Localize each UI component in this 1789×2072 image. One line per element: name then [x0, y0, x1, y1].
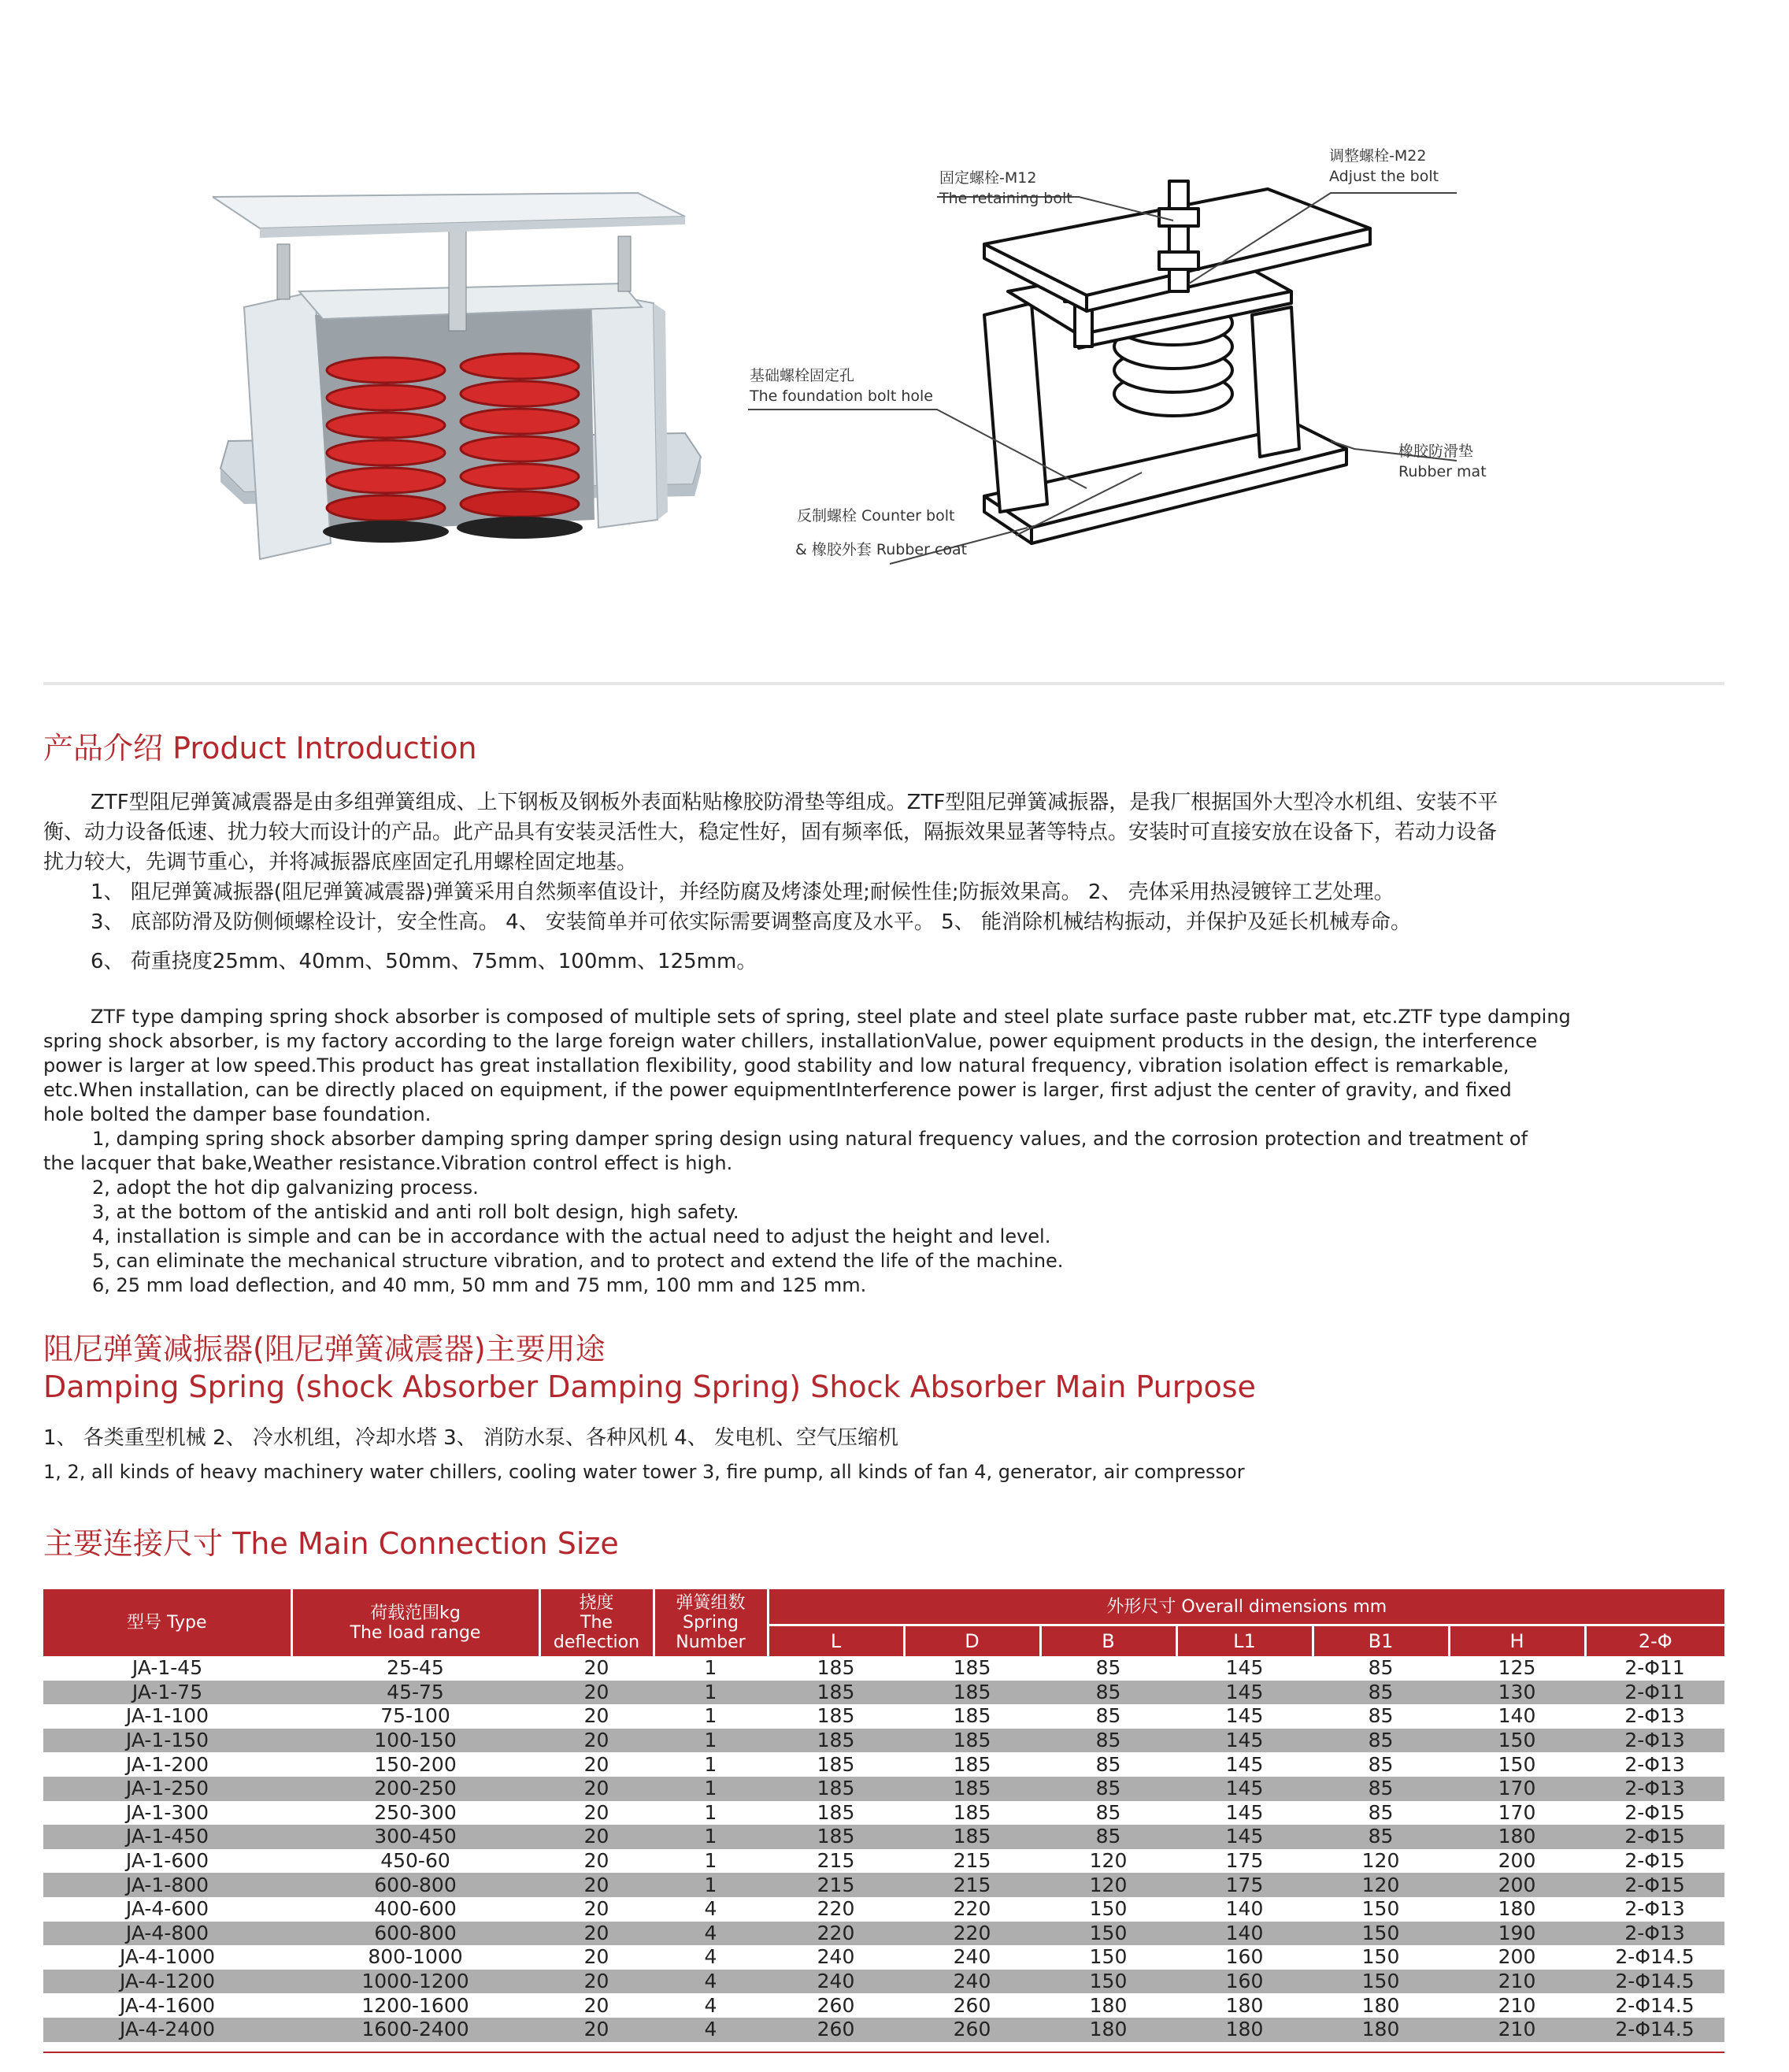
- table-cell: 4: [654, 1993, 768, 2018]
- table-cell: 300-450: [291, 1825, 539, 1849]
- callout-counter-bolt: 反制螺栓 Counter bolt: [797, 507, 955, 524]
- callout-foundation-hole: [750, 365, 933, 406]
- intro-cn-line: 扰力较大，先调节重心，并将减振器底座固定孔用螺栓固定地基。: [43, 851, 638, 874]
- col-header-defl-en2: deflection: [553, 1633, 640, 1652]
- table-cell: 2-Φ13: [1585, 1922, 1724, 1946]
- col-header-L: L: [768, 1625, 904, 1657]
- table-row: [43, 1922, 1724, 1946]
- table-cell: 20: [539, 1873, 654, 1897]
- table-cell: 240: [904, 1970, 1040, 1994]
- table-cell: 20: [539, 1801, 654, 1826]
- table-cell: 85: [1313, 1777, 1449, 1801]
- col-header-load-en: The load range: [350, 1622, 481, 1643]
- table-cell: 145: [1176, 1752, 1313, 1777]
- callout-foundation-cn: 基础螺栓固定孔: [750, 367, 855, 384]
- table-cell: 1: [654, 1704, 768, 1729]
- table-row: [43, 1777, 1724, 1801]
- table-row: [43, 1681, 1724, 1705]
- table-cell: 1: [654, 1873, 768, 1897]
- table-row: [43, 1656, 1724, 1681]
- table-cell: 120: [1313, 1849, 1449, 1874]
- table-cell: 1: [654, 1825, 768, 1849]
- table-row: [43, 2018, 1724, 2042]
- table-cell: 120: [1040, 1873, 1176, 1897]
- table-cell: 2-Φ15: [1585, 1849, 1724, 1874]
- col-header-defl-en1: The: [580, 1613, 613, 1633]
- table-cell: 85: [1040, 1704, 1176, 1729]
- table-cell: 185: [904, 1704, 1040, 1729]
- col-header-spring: [654, 1589, 768, 1656]
- table-cell: 20: [539, 1704, 654, 1729]
- table-cell: 4: [654, 1945, 768, 1970]
- table-cell: JA-1-45: [43, 1656, 291, 1681]
- table-cell: 20: [539, 1729, 654, 1753]
- table-cell: 1: [654, 1801, 768, 1826]
- table-cell: 2-Φ11: [1585, 1681, 1724, 1705]
- table-cell: 170: [1449, 1777, 1585, 1801]
- purpose-heading-en: Damping Spring (shock Absorber Damping Spring) Shock Absorber Main Purpose: [43, 1370, 1256, 1404]
- table-cell: 150: [1313, 1922, 1449, 1946]
- table-cell: 185: [904, 1801, 1040, 1826]
- intro-en-line: ZTF type damping spring shock absorber is composed of multiple sets of spring, steel plate and steel plate surface paste rubber mat, etc.ZTF type damping: [91, 1006, 1571, 1028]
- table-cell: 20: [539, 1970, 654, 1994]
- table-row: [43, 1970, 1724, 1994]
- table-row: [43, 1993, 1724, 2018]
- table-cell: 450-60: [291, 1849, 539, 1874]
- table-cell: 20: [539, 1752, 654, 1777]
- table-cell: 180: [1040, 1993, 1176, 2018]
- table-cell: 1: [654, 1752, 768, 1777]
- col-header-deflection: [539, 1589, 654, 1656]
- col-header-B: B: [1040, 1625, 1176, 1657]
- table-cell: JA-4-800: [43, 1922, 291, 1946]
- table-cell: 185: [904, 1681, 1040, 1705]
- callout-rubber-mat: [1398, 441, 1487, 482]
- table-cell: 215: [904, 1849, 1040, 1874]
- table-cell: 150: [1313, 1897, 1449, 1922]
- product-photo: [213, 173, 717, 583]
- callout-foundation-en: The foundation bolt hole: [750, 387, 934, 405]
- table-cell: 1: [654, 1656, 768, 1681]
- table-cell: 85: [1040, 1681, 1176, 1705]
- table-cell: 20: [539, 1897, 654, 1922]
- table-cell: 150: [1040, 1970, 1176, 1994]
- table-cell: 220: [904, 1922, 1040, 1946]
- table-cell: 85: [1313, 1704, 1449, 1729]
- table-cell: 1: [654, 1777, 768, 1801]
- table-cell: 185: [768, 1801, 904, 1826]
- intro-en-line: the lacquer that bake,Weather resistance.Vibration control effect is high.: [43, 1152, 733, 1174]
- purpose-cn: 1、 各类重型机械 2、 冷水机组，冷却水塔 3、 消防水泵、各种风机 4、 发电机、空气压缩机: [43, 1426, 899, 1450]
- table-cell: 4: [654, 1970, 768, 1994]
- table-cell: 140: [1176, 1897, 1313, 1922]
- col-header-H: H: [1449, 1625, 1585, 1657]
- table-row: [43, 1897, 1724, 1922]
- intro-en-line: 3, at the bottom of the antiskid and anti roll bolt design, high safety.: [92, 1201, 739, 1223]
- table-cell: 20: [539, 1825, 654, 1849]
- intro-cn-text: [43, 788, 1760, 977]
- table-cell: 150: [1313, 1945, 1449, 1970]
- table-cell: JA-1-800: [43, 1873, 291, 1897]
- table-cell: 185: [904, 1752, 1040, 1777]
- table-cell: 215: [768, 1849, 904, 1874]
- intro-en-line: 6, 25 mm load deflection, and 40 mm, 50 mm and 75 mm, 100 mm and 125 mm.: [92, 1274, 867, 1296]
- callout-adjust-en: Adjust the bolt: [1329, 168, 1439, 185]
- table-row: [43, 1729, 1724, 1753]
- table-cell: 145: [1176, 1729, 1313, 1753]
- table-cell: 45-75: [291, 1681, 539, 1705]
- intro-en-line: 4, installation is simple and can be in accordance with the actual need to adjust the height and level.: [92, 1225, 1051, 1247]
- table-cell: 180: [1449, 1897, 1585, 1922]
- table-cell: 85: [1313, 1752, 1449, 1777]
- table-cell: 4: [654, 1897, 768, 1922]
- table-cell: 120: [1040, 1849, 1176, 1874]
- table-cell: 85: [1313, 1801, 1449, 1826]
- table-cell: 20: [539, 1922, 654, 1946]
- table-cell: 175: [1176, 1849, 1313, 1874]
- table-cell: 85: [1040, 1825, 1176, 1849]
- table-cell: 150: [1040, 1945, 1176, 1970]
- table-cell: 210: [1449, 1993, 1585, 2018]
- table-cell: 150: [1449, 1729, 1585, 1753]
- table-cell: 260: [768, 2018, 904, 2042]
- table-cell: 200: [1449, 1945, 1585, 1970]
- table-cell: 185: [904, 1729, 1040, 1753]
- col-header-spring-cn: 弹簧组数: [676, 1593, 746, 1613]
- table-cell: 1: [654, 1729, 768, 1753]
- divider: [43, 682, 1724, 685]
- table-cell: 220: [768, 1897, 904, 1922]
- table-cell: 185: [768, 1681, 904, 1705]
- table-row: [43, 1704, 1724, 1729]
- callout-rubbermat-cn: 橡胶防滑垫: [1398, 443, 1474, 460]
- table-row: [43, 1873, 1724, 1897]
- table-cell: 85: [1040, 1752, 1176, 1777]
- table-cell: 2-Φ11: [1585, 1656, 1724, 1681]
- table-row: [43, 1849, 1724, 1874]
- col-header-spring-en2: Number: [676, 1633, 746, 1652]
- table-cell: 85: [1313, 1825, 1449, 1849]
- table-cell: 180: [1176, 1993, 1313, 2018]
- table-cell: 120: [1313, 1873, 1449, 1897]
- table-row: [43, 1801, 1724, 1826]
- table-cell: 150: [1449, 1752, 1585, 1777]
- table-cell: 145: [1176, 1681, 1313, 1705]
- table-cell: 180: [1040, 2018, 1176, 2042]
- connection-size-table: [43, 1589, 1724, 2042]
- intro-cn-line: 6、 荷重挠度25mm、40mm、50mm、75mm、100mm、125mm。: [91, 950, 757, 973]
- table-cell: JA-4-1200: [43, 1970, 291, 1994]
- table-cell: 400-600: [291, 1897, 539, 1922]
- table-cell: 20: [539, 1945, 654, 1970]
- intro-cn-line: 1、 阻尼弹簧减振器(阻尼弹簧减震器)弹簧采用自然频率值设计，并经防腐及烤漆处理;耐候性佳;防振效果高。 2、 壳体采用热浸镀锌工艺处理。: [91, 880, 1395, 904]
- table-cell: 4: [654, 1922, 768, 1946]
- table-cell: 1600-2400: [291, 2018, 539, 2042]
- col-header-L1: L1: [1176, 1625, 1313, 1657]
- callout-retaining-bolt: [939, 168, 1072, 209]
- table-cell: 600-800: [291, 1922, 539, 1946]
- table-cell: 150: [1313, 1970, 1449, 1994]
- table-cell: 1: [654, 1681, 768, 1705]
- size-heading: 主要连接尺寸 The Main Connection Size: [43, 1526, 619, 1561]
- table-cell: 145: [1176, 1825, 1313, 1849]
- table-cell: JA-1-250: [43, 1777, 291, 1801]
- table-cell: JA-4-2400: [43, 2018, 291, 2042]
- table-cell: 2-Φ13: [1585, 1777, 1724, 1801]
- col-header-D: D: [904, 1625, 1040, 1657]
- table-cell: 1: [654, 1849, 768, 1874]
- col-header-spring-en1: Spring: [683, 1613, 739, 1633]
- intro-heading: 产品介绍 Product Introduction: [43, 731, 477, 765]
- table-cell: JA-1-200: [43, 1752, 291, 1777]
- intro-en-line: hole bolted the damper base foundation.: [43, 1103, 432, 1125]
- table-cell: 2-Φ13: [1585, 1897, 1724, 1922]
- table-cell: 20: [539, 1681, 654, 1705]
- callout-adjust-cn: 调整螺栓-M22: [1329, 147, 1427, 165]
- table-cell: 130: [1449, 1681, 1585, 1705]
- col-header-overall: 外形尺寸 Overall dimensions mm: [768, 1589, 1724, 1625]
- table-cell: 180: [1449, 1825, 1585, 1849]
- table-cell: JA-1-75: [43, 1681, 291, 1705]
- table-cell: 185: [768, 1825, 904, 1849]
- table-cell: 600-800: [291, 1873, 539, 1897]
- table-cell: 185: [904, 1777, 1040, 1801]
- table-cell: 150: [1040, 1897, 1176, 1922]
- intro-en-line: power is larger at low speed.This product has great installation flexibility, good stability and low natural frequency, vibration isolation effect is remarkable,: [43, 1055, 1509, 1077]
- table-cell: 85: [1040, 1777, 1176, 1801]
- table-cell: 20: [539, 2018, 654, 2042]
- intro-en-line: spring shock absorber, is my factory according to the large foreign water chillers, installationValue, power equipment products in the design, the interference: [43, 1030, 1538, 1052]
- intro-en-line: etc.When installation, can be directly placed on equipment, if the power equipmentInterference power is larger, first adjust the center of gravity, and fixed: [43, 1079, 1512, 1101]
- table-cell: 240: [768, 1970, 904, 1994]
- table-row: [43, 1945, 1724, 1970]
- table-cell: 150: [1040, 1922, 1176, 1946]
- table-cell: 260: [904, 1993, 1040, 2018]
- table-row: [43, 1825, 1724, 1849]
- callout-adjust-bolt: [1329, 146, 1439, 187]
- intro-en-line: 1, damping spring shock absorber damping spring damper spring design using natural frequency values, and the corrosion protection and treatment of: [92, 1128, 1528, 1150]
- table-cell: JA-1-300: [43, 1801, 291, 1826]
- callout-rubbermat-en: Rubber mat: [1398, 463, 1487, 480]
- table-cell: 185: [768, 1777, 904, 1801]
- table-cell: 2-Φ13: [1585, 1704, 1724, 1729]
- table-cell: 85: [1313, 1656, 1449, 1681]
- table-cell: 180: [1313, 1993, 1449, 2018]
- table-cell: 145: [1176, 1704, 1313, 1729]
- table-cell: 220: [768, 1922, 904, 1946]
- table-cell: 1000-1200: [291, 1970, 539, 1994]
- table-cell: 4: [654, 2018, 768, 2042]
- table-cell: 260: [768, 1993, 904, 2018]
- table-cell: 1200-1600: [291, 1993, 539, 2018]
- table-cell: 250-300: [291, 1801, 539, 1826]
- table-cell: 2-Φ13: [1585, 1729, 1724, 1753]
- purpose-heading-cn: 阻尼弹簧减振器(阻尼弹簧减震器)主要用途: [43, 1332, 606, 1366]
- callout-retaining-en: The retaining bolt: [939, 190, 1072, 207]
- table-cell: 200: [1449, 1849, 1585, 1874]
- intro-en-line: 5, can eliminate the mechanical structure vibration, and to protect and extend the life of the machine.: [92, 1250, 1064, 1272]
- table-cell: 175: [1176, 1873, 1313, 1897]
- table-cell: 85: [1040, 1729, 1176, 1753]
- table-cell: 215: [768, 1873, 904, 1897]
- table-cell: 125: [1449, 1656, 1585, 1681]
- purpose-en: 1, 2, all kinds of heavy machinery water chillers, cooling water tower 3, fire pump, all kinds of fan 4, generator, air compressor: [43, 1461, 1245, 1483]
- table-cell: 2-Φ15: [1585, 1873, 1724, 1897]
- table-cell: 185: [768, 1704, 904, 1729]
- callout-rubber-coat: & 橡胶外套 Rubber coat: [795, 541, 968, 558]
- table-cell: 200: [1449, 1873, 1585, 1897]
- col-header-defl-cn: 挠度: [579, 1593, 614, 1613]
- intro-cn-line: ZTF型阻尼弹簧减震器是由多组弹簧组成、上下钢板及钢板外表面粘贴橡胶防滑垫等组成。ZTF型阻尼弹簧减振器，是我厂根据国外大型冷水机组、安装不平: [91, 791, 1498, 814]
- table-cell: 2-Φ15: [1585, 1825, 1724, 1849]
- table-cell: 185: [904, 1656, 1040, 1681]
- table-row: [43, 1752, 1724, 1777]
- col-header-B1: B1: [1313, 1625, 1449, 1657]
- callout-retaining-cn: 固定螺栓-M12: [939, 169, 1037, 187]
- intro-cn-line: 衡、动力设备低速、扰力较大而设计的产品。此产品具有安装灵活性大，稳定性好，固有频率低，隔振效果显著等特点。安装时可直接安放在设备下，若动力设备: [43, 821, 1498, 844]
- table-cell: 2-Φ14.5: [1585, 2018, 1724, 2042]
- table-bottom-rule: [43, 2052, 1724, 2053]
- table-cell: 140: [1176, 1922, 1313, 1946]
- table-cell: 2-Φ14.5: [1585, 1945, 1724, 1970]
- table-cell: 200-250: [291, 1777, 539, 1801]
- table-cell: JA-1-150: [43, 1729, 291, 1753]
- table-cell: JA-4-1600: [43, 1993, 291, 2018]
- table-cell: 140: [1449, 1704, 1585, 1729]
- table-cell: JA-4-1000: [43, 1945, 291, 1970]
- table-cell: 85: [1313, 1729, 1449, 1753]
- intro-en-text: [43, 1005, 1760, 1298]
- table-cell: 2-Φ13: [1585, 1752, 1724, 1777]
- table-cell: 20: [539, 1849, 654, 1874]
- table-cell: 20: [539, 1656, 654, 1681]
- table-cell: 145: [1176, 1656, 1313, 1681]
- table-cell: 145: [1176, 1801, 1313, 1826]
- table-cell: 170: [1449, 1801, 1585, 1826]
- table-cell: 150-200: [291, 1752, 539, 1777]
- table-cell: 2-Φ15: [1585, 1801, 1724, 1826]
- table-cell: 240: [768, 1945, 904, 1970]
- table-cell: 260: [904, 2018, 1040, 2042]
- col-header-load-cn: 荷载范围kg: [370, 1603, 461, 1623]
- table-cell: 185: [904, 1825, 1040, 1849]
- table-cell: 20: [539, 1777, 654, 1801]
- intro-en-line: 2, adopt the hot dip galvanizing process.: [92, 1177, 479, 1199]
- table-cell: 185: [768, 1729, 904, 1753]
- table-cell: 800-1000: [291, 1945, 539, 1970]
- table-cell: 2-Φ14.5: [1585, 1993, 1724, 2018]
- table-cell: 185: [768, 1752, 904, 1777]
- table-cell: 100-150: [291, 1729, 539, 1753]
- table-cell: 85: [1040, 1801, 1176, 1826]
- table-cell: JA-1-100: [43, 1704, 291, 1729]
- table-cell: 210: [1449, 1970, 1585, 1994]
- table-cell: 180: [1313, 2018, 1449, 2042]
- table-cell: 185: [768, 1656, 904, 1681]
- table-cell: 75-100: [291, 1704, 539, 1729]
- table-cell: 220: [904, 1897, 1040, 1922]
- table-cell: 210: [1449, 2018, 1585, 2042]
- col-header-type: 型号 Type: [43, 1589, 291, 1656]
- col-header-load: [291, 1589, 539, 1656]
- table-cell: 2-Φ14.5: [1585, 1970, 1724, 1994]
- table-cell: JA-4-600: [43, 1897, 291, 1922]
- table-cell: 190: [1449, 1922, 1585, 1946]
- table-cell: 20: [539, 1993, 654, 2018]
- table-cell: 180: [1176, 2018, 1313, 2042]
- table-cell: 240: [904, 1945, 1040, 1970]
- table-cell: 160: [1176, 1945, 1313, 1970]
- col-header-phi: 2-Φ: [1585, 1625, 1724, 1657]
- table-cell: JA-1-600: [43, 1849, 291, 1874]
- table-cell: 85: [1313, 1681, 1449, 1705]
- table-cell: 160: [1176, 1970, 1313, 1994]
- table-cell: JA-1-450: [43, 1825, 291, 1849]
- intro-cn-line: 3、 底部防滑及防侧倾螺栓设计，安全性高。 4、 安装简单并可依实际需要调整高度及水平。 5、 能消除机械结构振动，并保护及延长机械寿命。: [91, 910, 1411, 934]
- table-cell: 145: [1176, 1777, 1313, 1801]
- table-cell: 215: [904, 1873, 1040, 1897]
- table-cell: 25-45: [291, 1656, 539, 1681]
- table-cell: 85: [1040, 1656, 1176, 1681]
